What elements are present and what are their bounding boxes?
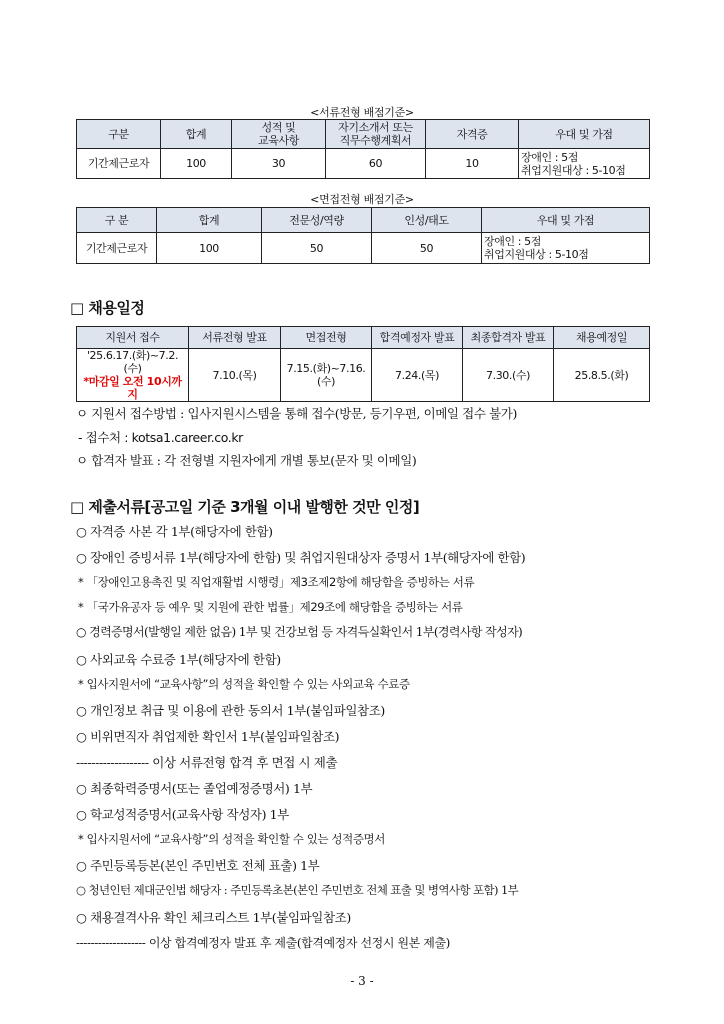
schedule-table bbox=[76, 326, 650, 402]
table-cell: 7.30.(수) bbox=[463, 349, 554, 402]
list-item: * 「국가유공자 등 예우 및 지원에 관한 법률」제29조에 해당함을 증빙하는 서류 bbox=[78, 600, 463, 614]
table-cell: 7.10.(목) bbox=[189, 349, 281, 402]
page-number: - 3 - bbox=[350, 974, 374, 988]
table-cell: 장애인 : 5점 취업지원대상 : 5-10점 bbox=[482, 233, 650, 264]
list-item: * 입사지원서에 “교육사항”의 성적을 확인할 수 있는 사외교육 수료증 bbox=[78, 677, 410, 691]
header-cell: 채용예정일 bbox=[554, 327, 650, 349]
table-cell: 100 bbox=[157, 233, 262, 264]
list-item: ○ 개인정보 취급 및 이용에 관한 동의서 1부(붙임파일참조) bbox=[76, 703, 385, 718]
table-cell bbox=[77, 349, 189, 402]
table-row bbox=[77, 149, 650, 179]
deadline-note: *마감일 오전 10시까지 bbox=[83, 375, 182, 401]
apply-period: '25.6.17.(화)~7.2.(수) bbox=[86, 349, 179, 375]
table-cell: 기간제근로자 bbox=[77, 149, 161, 179]
header-cell: 구분 bbox=[77, 120, 161, 149]
header-cell: 최종합격자 발표 bbox=[463, 327, 554, 349]
doc-evaluation-caption: <서류전형 배점기준> bbox=[310, 106, 414, 119]
header-cell: 지원서 접수 bbox=[77, 327, 189, 349]
table-cell: 기간제근로자 bbox=[77, 233, 157, 264]
header-cell: 자기소개서 또는 직무수행계획서 bbox=[326, 120, 426, 149]
table-cell: 25.8.5.(화) bbox=[554, 349, 650, 402]
table-cell: 30 bbox=[232, 149, 326, 179]
header-cell: 자격증 bbox=[426, 120, 519, 149]
table-cell: 60 bbox=[326, 149, 426, 179]
header-cell: 합계 bbox=[161, 120, 232, 149]
header-cell: 전문성/역량 bbox=[262, 208, 372, 233]
list-item: ○ 자격증 사본 각 1부(해당자에 한함) bbox=[76, 524, 273, 539]
doc-evaluation-table bbox=[76, 119, 650, 179]
header-cell: 면접전형 bbox=[281, 327, 372, 349]
table-cell: 50 bbox=[372, 233, 482, 264]
table-cell: 7.24.(목) bbox=[372, 349, 463, 402]
header-cell: 합계 bbox=[157, 208, 262, 233]
list-item: ○ 청년인턴 제대군인법 해당자 : 주민등록초본(본인 주민번호 전체 표출 및 병역사항 포함) 1부 bbox=[76, 883, 519, 897]
list-item: ○ 사외교육 수료증 1부(해당자에 한함) bbox=[76, 652, 281, 667]
list-item: ○ 장애인 증빙서류 1부(해당자에 한함) 및 취업지원대상자 증명서 1부(해당자에 한함) bbox=[76, 550, 526, 565]
table-header-row bbox=[77, 120, 650, 149]
header-cell: 인성/태도 bbox=[372, 208, 482, 233]
table-cell: 7.15.(화)~7.16.(수) bbox=[281, 349, 372, 402]
table-cell: 100 bbox=[161, 149, 232, 179]
schedule-note: ㅇ 지원서 접수방법 : 입사지원시스템을 통해 접수(방문, 등기우편, 이메일 접수 불가) bbox=[76, 406, 517, 421]
list-item: ○ 경력증명서(발행일 제한 없음) 1부 및 건강보험 등 자격득실확인서 1부(경력사항 작성자) bbox=[76, 625, 523, 639]
separator-note: ------------------- 이상 서류전형 합격 후 면접 시 제출 bbox=[76, 755, 338, 770]
schedule-heading: □ 채용일정 bbox=[70, 299, 145, 317]
separator-note: ------------------- 이상 합격예정자 발표 후 제출(합격예정자 선정시 원본 제출) bbox=[76, 936, 450, 950]
table-header-row bbox=[77, 327, 650, 349]
list-item: * 입사지원서에 “교육사항”의 성적을 확인할 수 있는 성적증명서 bbox=[78, 832, 385, 846]
table-cell: 10 bbox=[426, 149, 519, 179]
schedule-note: - 접수처 : kotsa1.career.co.kr bbox=[78, 430, 243, 445]
header-cell: 합격예정자 발표 bbox=[372, 327, 463, 349]
header-cell: 우대 및 가점 bbox=[519, 120, 650, 149]
list-item: ○ 학교성적증명서(교육사항 작성자) 1부 bbox=[76, 807, 289, 822]
interview-evaluation-table bbox=[76, 207, 650, 264]
schedule-note: ㅇ 합격자 발표 : 각 전형별 지원자에게 개별 통보(문자 및 이메일) bbox=[76, 453, 417, 468]
table-cell: 50 bbox=[262, 233, 372, 264]
list-item: ○ 비위면직자 취업제한 확인서 1부(붙임파일참조) bbox=[76, 729, 340, 744]
table-row bbox=[77, 349, 650, 402]
documents-heading: □ 제출서류[공고일 기준 3개월 이내 발행한 것만 인정] bbox=[70, 498, 420, 516]
header-cell: 서류전형 발표 bbox=[189, 327, 281, 349]
table-header-row bbox=[77, 208, 650, 233]
list-item: ○ 최종학력증명서(또는 졸업예정증명서) 1부 bbox=[76, 781, 313, 796]
list-item: ○ 주민등록등본(본인 주민번호 전체 표출) 1부 bbox=[76, 858, 320, 873]
interview-evaluation-caption: <면접전형 배점기준> bbox=[310, 193, 414, 206]
table-cell: 장애인 : 5점 취업지원대상 : 5-10점 bbox=[519, 149, 650, 179]
list-item: * 「장애인고용촉진 및 직업재활법 시행령」제3조제2항에 해당함을 증빙하는 서류 bbox=[78, 575, 475, 589]
header-cell: 구 분 bbox=[77, 208, 157, 233]
header-cell: 우대 및 가점 bbox=[482, 208, 650, 233]
table-row bbox=[77, 233, 650, 264]
list-item: ○ 채용결격사유 확인 체크리스트 1부(붙임파일참조) bbox=[76, 910, 351, 925]
header-cell: 성적 및 교육사항 bbox=[232, 120, 326, 149]
